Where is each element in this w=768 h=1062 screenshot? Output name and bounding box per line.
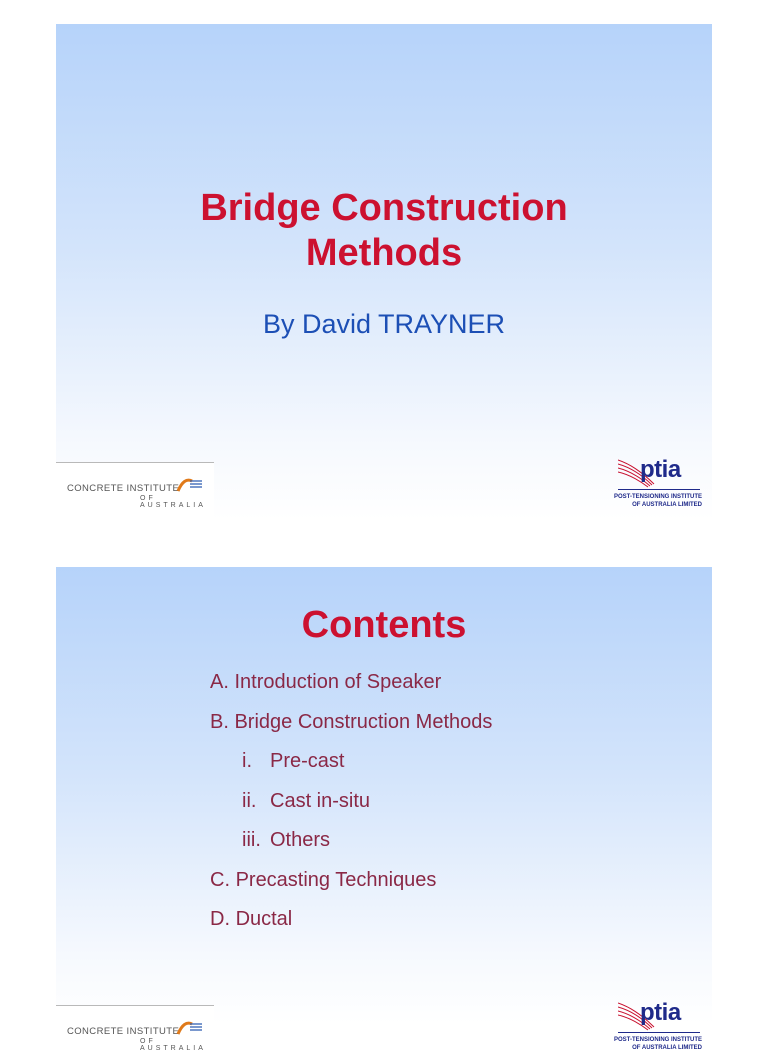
- slide-title: Contents: [301, 604, 467, 646]
- ptia-logo-line1: POST-TENSIONING INSTITUTE: [613, 1037, 702, 1043]
- contents-subitem: i. Pre-cast: [242, 750, 345, 772]
- concrete-institute-logo: [56, 462, 214, 519]
- slide-subtitle: By David TRAYNER: [262, 309, 506, 339]
- cia-wave-icon: [176, 475, 204, 493]
- ptia-logo: [613, 456, 702, 514]
- slide-title-line2: Methods: [305, 232, 463, 274]
- contents-subitem: iii. Others: [242, 829, 331, 851]
- ptia-logo-rule: [618, 1032, 700, 1033]
- slide-title: [56, 186, 712, 276]
- contents-item: B. Bridge Construction Methods: [210, 710, 493, 733]
- cia-logo-subtext: OF AUSTRALIA: [140, 495, 206, 509]
- ptia-logo-rule: [618, 489, 700, 490]
- ptia-logo-word: ptia: [640, 999, 681, 1026]
- contents-list: [210, 670, 492, 947]
- cia-logo-text: CONCRETE INSTITUTE: [67, 483, 180, 494]
- contents-slide: [56, 567, 712, 1052]
- ptia-logo-line2: OF AUSTRALIA LIMITED: [632, 1045, 702, 1051]
- contents-item: D. Ductal: [210, 908, 293, 930]
- ptia-logo-line1: POST-TENSIONING INSTITUTE: [613, 494, 702, 500]
- contents-item: C. Precasting Techniques: [210, 868, 437, 891]
- contents-item: A. Introduction of Speaker: [210, 671, 442, 693]
- ptia-logo: [613, 999, 702, 1057]
- contents-subitem: ii. Cast in-situ: [242, 789, 371, 812]
- concrete-institute-logo: [56, 1005, 214, 1062]
- ptia-logo-line2: OF AUSTRALIA LIMITED: [632, 502, 702, 508]
- ptia-logo-word: ptia: [640, 456, 681, 483]
- title-slide: [56, 24, 712, 520]
- cia-wave-icon: [176, 1018, 204, 1036]
- cia-logo-text: CONCRETE INSTITUTE: [67, 1026, 180, 1037]
- slide-title-line1: Bridge Construction: [200, 187, 568, 229]
- cia-logo-subtext: OF AUSTRALIA: [140, 1038, 206, 1052]
